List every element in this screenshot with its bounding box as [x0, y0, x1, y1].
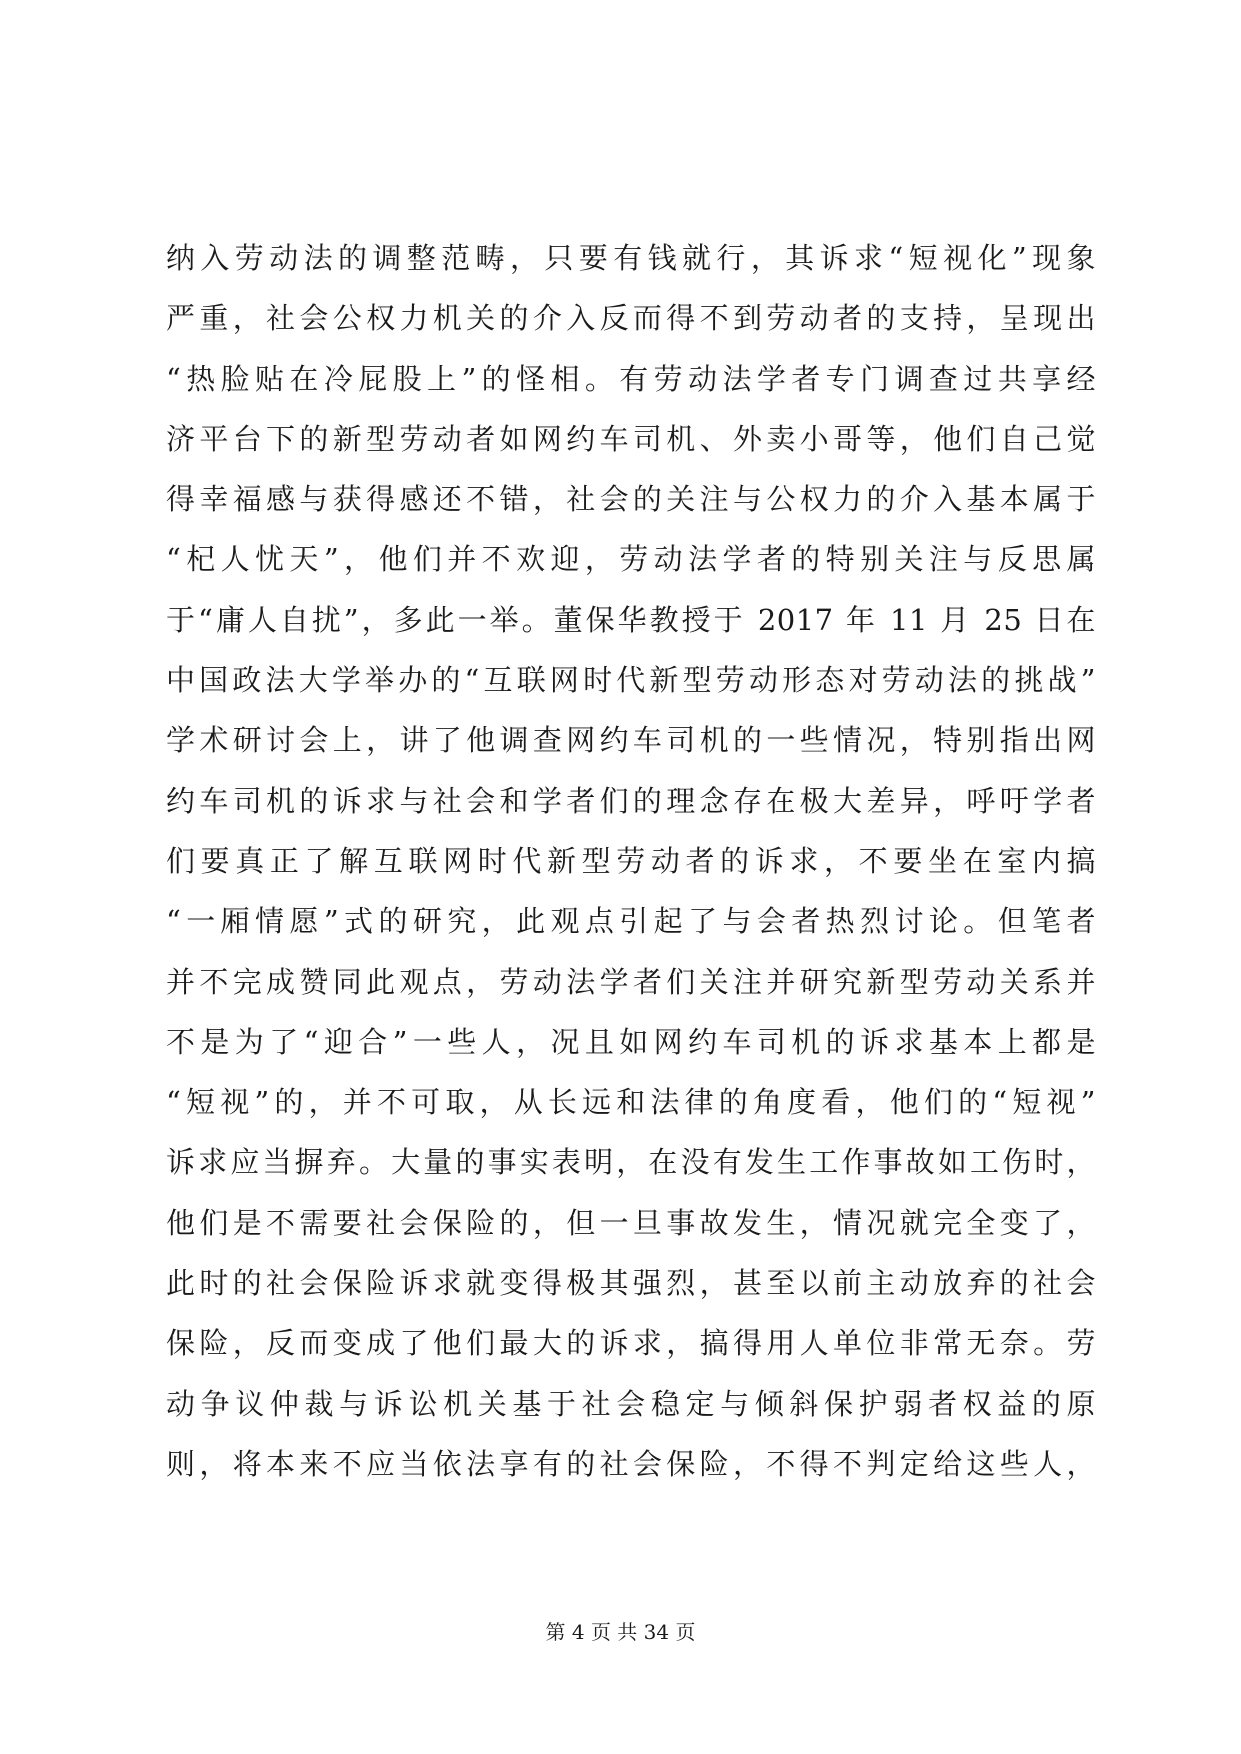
text-line-3: “热脸贴在冷屁股上”的怪相。有劳动法学者专门调查过共享经: [166, 361, 1096, 396]
text-line-19: 保险，反而变成了他们最大的诉求，搞得用人单位非常无奈。劳: [166, 1326, 1096, 1361]
text-line-13: 并不完成赞同此观点，劳动法学者们关注并研究新型劳动关系并: [166, 964, 1096, 999]
text-line-1: 纳入劳动法的调整范畴，只要有钱就行，其诉求“短视化”现象: [166, 241, 1096, 275]
text-line-17: 他们是不需要社会保险的，但一旦事故发生，情况就完全变了，: [166, 1205, 1096, 1240]
page-footer: 第 4 页 共 34 页: [545, 1620, 696, 1644]
text-line-8: 中国政法大学举办的“互联网时代新型劳动形态对劳动法的挑战”: [166, 663, 1096, 698]
text-line-20: 动争议仲裁与诉讼机关基于社会稳定与倾斜保护弱者权益的原: [166, 1386, 1096, 1421]
text-line-2: 严重，社会公权力机关的介入反而得不到劳动者的支持，呈现出: [166, 301, 1096, 336]
text-line-4: 济平台下的新型劳动者如网约车司机、外卖小哥等，他们自己觉: [166, 421, 1096, 456]
text-line-11: 们要真正了解互联网时代新型劳动者的诉求，不要坐在室内搞: [166, 843, 1096, 878]
body-paragraph: [166, 228, 1096, 1494]
text-line-15: “短视”的，并不可取，从长远和法律的角度看，他们的“短视”: [166, 1085, 1096, 1120]
text-line-5: 得幸福感与获得感还不错，社会的关注与公权力的介入基本属于: [166, 482, 1096, 517]
text-line-10: 约车司机的诉求与社会和学者们的理念存在极大差异，呼吁学者: [166, 783, 1096, 818]
text-line-14: 不是为了“迎合”一些人，况且如网约车司机的诉求基本上都是: [166, 1024, 1096, 1059]
text-line-18: 此时的社会保险诉求就变得极其强烈，甚至以前主动放弃的社会: [166, 1266, 1096, 1301]
text-line-7: 于“庸人自扰”，多此一举。董保华教授于 2017 年 11 月 25 日在: [166, 602, 1096, 637]
text-line-16: 诉求应当摒弃。大量的事实表明，在没有发生工作事故如工伤时，: [166, 1145, 1096, 1180]
text-line-9: 学术研讨会上，讲了他调查网约车司机的一些情况，特别指出网: [166, 723, 1096, 758]
text-line-12: “一厢情愿”式的研究，此观点引起了与会者热烈讨论。但笔者: [166, 904, 1096, 939]
text-line-21: 则，将本来不应当依法享有的社会保险，不得不判定给这些人，: [166, 1446, 1096, 1481]
text-line-6: “杞人忧天”，他们并不欢迎，劳动法学者的特别关注与反思属: [166, 542, 1096, 577]
